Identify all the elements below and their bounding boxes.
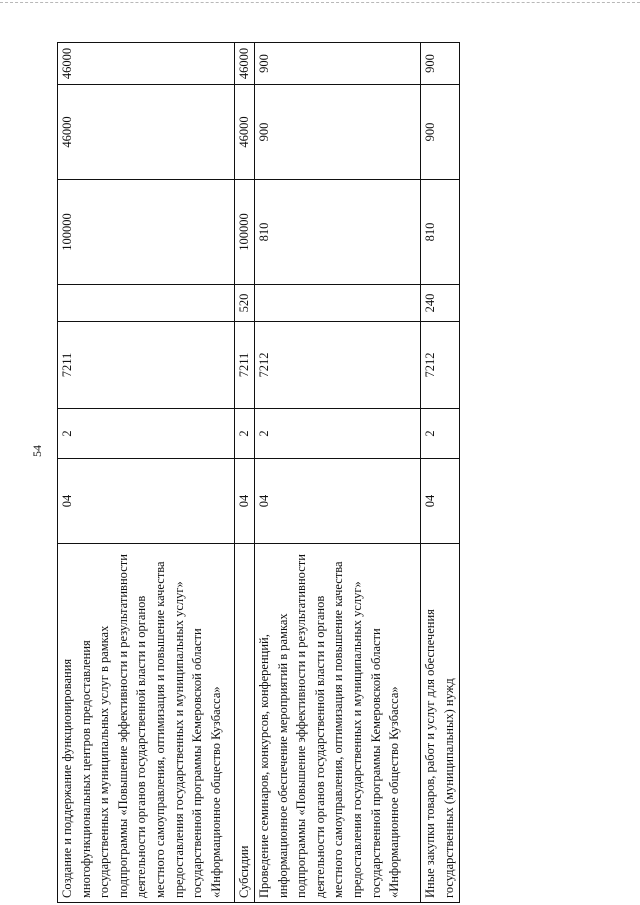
amount-cell: 900 — [421, 43, 460, 85]
budget-table — [57, 42, 460, 903]
target-code-cell: 7211 — [58, 322, 235, 409]
amount-cell: 900 — [421, 85, 460, 180]
amount-cell: 46000 — [58, 43, 235, 85]
amount-cell: 810 — [255, 180, 421, 285]
section-code-cell: 04 — [235, 459, 255, 544]
table-row — [235, 43, 255, 903]
section-code-cell: 04 — [58, 459, 235, 544]
amount-cell: 46000 — [235, 43, 255, 85]
row-name-cell: Проведение семинаров, конкурсов, конференций, информационное обеспечение мероприятий в рамках подпрограммы «Повышение эффективности и результативности деятельности органов государственной власти и органов местного самоуправления, оптимизация и повышение качества предоставления государственных и муниципальных услуг» государственной программы Кемеровской области «Информационное общество Кузбасса» — [255, 544, 421, 903]
expense-type-cell: 520 — [235, 285, 255, 322]
rotated-table-container — [57, 43, 459, 903]
program-code-cell: 2 — [255, 409, 421, 459]
target-code-cell: 7212 — [255, 322, 421, 409]
amount-cell: 100000 — [58, 180, 235, 285]
amount-cell: 100000 — [235, 180, 255, 285]
amount-cell: 46000 — [235, 85, 255, 180]
expense-type-cell: 240 — [421, 285, 460, 322]
amount-cell: 900 — [255, 43, 421, 85]
table-frame — [57, 43, 459, 903]
row-name-cell: Иные закупки товаров, работ и услуг для обеспечения государственных (муниципальных) нужд — [421, 544, 460, 903]
section-code-cell: 04 — [255, 459, 421, 544]
expense-type-cell — [255, 285, 421, 322]
amount-cell: 810 — [421, 180, 460, 285]
section-code-cell: 04 — [421, 459, 460, 544]
table-row — [421, 43, 460, 903]
expense-type-cell — [58, 285, 235, 322]
program-code-cell: 2 — [58, 409, 235, 459]
program-code-cell: 2 — [235, 409, 255, 459]
amount-cell: 900 — [255, 85, 421, 180]
top-dashed-rule — [0, 2, 640, 3]
page-number: 54 — [30, 445, 44, 457]
target-code-cell: 7211 — [235, 322, 255, 409]
row-name-cell: Субсидии — [235, 544, 255, 903]
table-row — [255, 43, 421, 903]
row-name-cell: Создание и поддержание функционирования многофункциональных центров предоставления государственных и муниципальных услуг в рамках подпрограммы «Повышение эффективности и результативности деятельности органов государственной власти и органов местного самоуправления, оптимизация и повышение качества предоставления государственных и муниципальных услуг» государственной программы Кемеровской области «Информационное общество Кузбасса» — [58, 544, 235, 903]
amount-cell: 46000 — [58, 85, 235, 180]
target-code-cell: 7212 — [421, 322, 460, 409]
table-row — [58, 43, 235, 903]
program-code-cell: 2 — [421, 409, 460, 459]
